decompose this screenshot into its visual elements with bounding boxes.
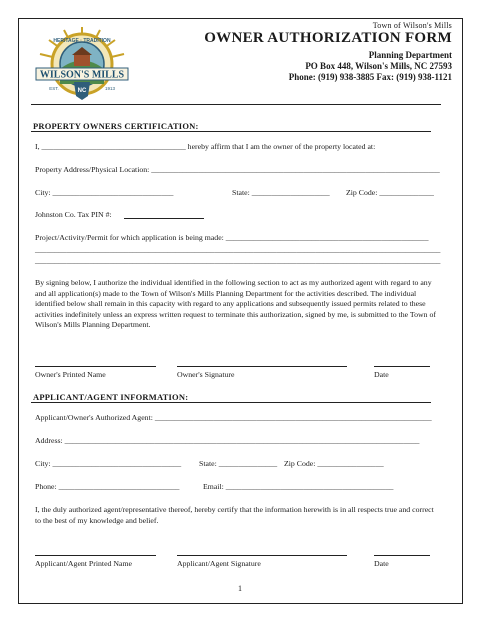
property-address-field[interactable]: Property Address/Physical Location: __________________________________________________________________________	[35, 165, 440, 174]
authorized-agent-field[interactable]: Applicant/Owner's Authorized Agent: _______________________________________________________________________	[35, 413, 432, 422]
page-number: 1	[238, 584, 242, 593]
agent-printed-name-label: Applicant/Agent Printed Name	[35, 559, 133, 568]
agent-city-field[interactable]: City: _________________________________	[35, 459, 182, 468]
owner-name-field[interactable]: I, _____________________________________ hereby affirm that I am the owner of the property located at:	[35, 142, 376, 151]
project-continuation-line-2[interactable]: ________________________________________________________________________________________________________	[35, 256, 441, 265]
agent-section-heading: APPLICANT/AGENT INFORMATION:	[33, 392, 189, 402]
agent-certification-statement: I, the duly authorized agent/representative thereof, hereby certify that the information herewith is in all respects true and correct to the best of my knowledge and belief.	[35, 505, 434, 525]
agent-heading-underline	[31, 402, 431, 403]
form-title: OWNER AUTHORIZATION FORM	[204, 30, 452, 46]
agent-signature-line[interactable]	[177, 555, 347, 556]
logo-title: WILSON'S MILLS	[39, 69, 125, 81]
owner-date-line[interactable]	[374, 366, 430, 367]
agent-signature-label: Applicant/Agent Signature	[177, 559, 261, 568]
project-continuation-line-1[interactable]: ________________________________________________________________________________________________________	[35, 245, 441, 254]
owner-signature-line[interactable]	[177, 366, 347, 367]
agent-state-field[interactable]: State: _______________	[199, 459, 278, 468]
logo-badge: NC	[77, 88, 87, 94]
owner-signature-label: Owner's Signature	[177, 370, 235, 379]
owners-heading-underline	[31, 131, 431, 132]
department-name: Planning Department	[368, 50, 452, 60]
town-name: Town of Wilson's Mills	[372, 21, 452, 30]
owner-zip-field[interactable]: Zip Code: ______________	[346, 188, 434, 197]
agent-date-label: Date	[374, 559, 389, 568]
header-divider	[31, 104, 441, 105]
agent-phone-field[interactable]: Phone: _______________________________	[35, 482, 180, 491]
tax-pin-field[interactable]	[124, 218, 204, 219]
owner-state-field[interactable]: State: ____________________	[232, 188, 330, 197]
logo-est: EST.	[49, 86, 59, 91]
owner-printed-name-label: Owner's Printed Name	[35, 370, 106, 379]
agent-date-line[interactable]	[374, 555, 430, 556]
project-field[interactable]: Project/Activity/Permit for which application is being made: ____________________________________________________	[35, 233, 429, 242]
agent-email-field[interactable]: Email: ___________________________________________	[203, 482, 394, 491]
tax-pin-label: Johnston Co. Tax PIN #:	[35, 210, 112, 219]
owner-printed-name-line[interactable]	[35, 366, 156, 367]
logo-motto: HERITAGE · TRADITION	[53, 38, 111, 44]
owners-section-heading: PROPERTY OWNERS CERTIFICATION:	[33, 121, 199, 131]
owner-city-field[interactable]: City: _______________________________	[35, 188, 174, 197]
agent-printed-name-line[interactable]	[35, 555, 156, 556]
contact-phone: Phone: (919) 938-3885 Fax: (919) 938-1121	[288, 72, 452, 82]
owner-authorization-statement: By signing below, I authorize the individual identified in the following section to act as my authorized agent with regard to any and all application(s) made to the Town of Wilson's Mills Planning Department for the activities described. The individual identified below shall remain in this capacity with regard to any applications and subsequently issued permits related to these activities indefinitely unless an express written request to terminate this authorization, signed by me, is submitted to the Town of Wilson's Mills Planning Department.	[35, 278, 436, 330]
town-logo	[30, 24, 134, 102]
agent-zip-field[interactable]: Zip Code: _________________	[284, 459, 384, 468]
owner-date-label: Date	[374, 370, 389, 379]
mailing-address: PO Box 448, Wilson's Mills, NC 27593	[305, 61, 452, 71]
logo-year: 1913	[104, 86, 116, 91]
agent-address-field[interactable]: Address: ___________________________________________________________________________________________	[35, 436, 420, 445]
